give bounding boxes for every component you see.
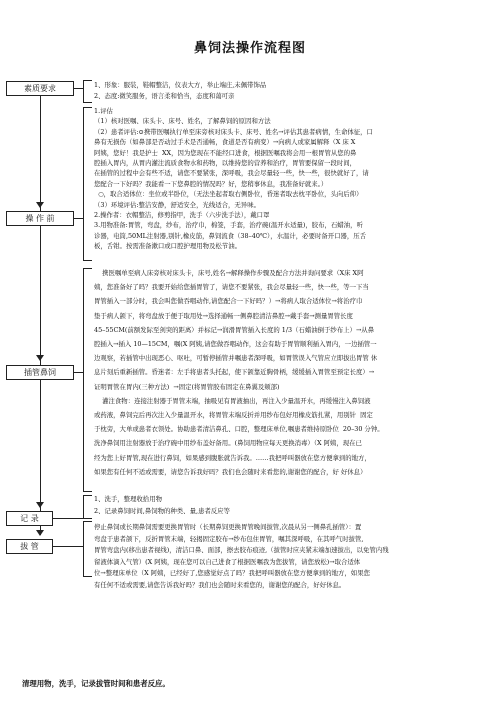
label-intubation: 插管鼻饲: [6, 365, 74, 380]
text-line: 3.用物准备:胃管，弯盘，纱布，治疗巾，棉签，手套，治疗碗(温开水适量)，胶布，石蜡油，听: [94, 221, 363, 230]
text-line: （2）患者评估:⊙携带医嘱执行单至床旁核对床头卡、床号、姓名→评估其患者病情，生命体征，口: [94, 127, 373, 136]
text-line: 腔插入胃内，从胃内灌注流质食物水和药物，以维持您的营养和治疗，胃管要保留一段时间，: [94, 159, 357, 168]
extubation-steps: [94, 522, 494, 592]
connector: [73, 88, 83, 89]
bracket-record: [83, 495, 92, 519]
label-appearance: 素质要求: [6, 81, 74, 96]
bracket-intubation: [83, 268, 92, 492]
text-line: 在插管的过程中会有些不适，请您不要紧张，深呼吸，我会尽量轻一些，快一些，很快就好了，请: [94, 169, 369, 178]
text-line: 位→整理床单位（X 阿姨，已经好了,您感觉好点了吗？我把呼叫器放在您方便拿到的地方，如果您: [94, 569, 370, 578]
text-line: 垫于病人颌下，将弯盘放于便于取用处→选择通畅一侧鼻腔清洁鼻腔→戴手套→测量胃管长度: [94, 311, 353, 320]
text-line: （1）核对医嘱、床头卡、床号、姓名，了解鼻饲的原因和方法: [94, 117, 271, 126]
text-line: 诊器，电筒,50ML注射器,别针,橡皮筋，鼻饲流食（38–40℃），水温计，必要时备开口器，压舌: [94, 231, 367, 240]
flow-arrow: [36, 502, 44, 508]
label-extubation: 拔 管: [6, 539, 53, 554]
connector: [73, 218, 83, 219]
text-line: 胃管弯盘内(移出患者视线)，清洁口鼻、面部，擦去胶布痕迹,（拔管时应夹紧末端加速拔出，以免管内残: [94, 546, 389, 555]
text-line: 息片刻后重新插管。昏迷者：左手将患者头托起，使下颌靠近胸骨柄，缓缓插入胃管至预定长度）→: [94, 368, 375, 377]
bracket-extubation: [83, 521, 92, 577]
label-record: 记 录: [6, 511, 53, 526]
text-line: 如果您有任何不适或需要，请您告诉我好吗？我们也会随时来看您的,谢谢您的配合，好 好休息）: [94, 467, 367, 476]
text-line: 板，舌钳。按需准备漱口或口腔护理用物及松节油。: [94, 242, 241, 251]
text-line: 您配合一下好吗？我能看一下您鼻腔的情况吗？好，您稍事休息，我准备好就来。）: [94, 179, 328, 188]
text-line: 留液体滴入气管）(X 阿姨，现在您可以自己进食了根据医嘱我为您拔管，请您放松)→取合适体: [94, 557, 361, 566]
text-line: 姨，您准备好了吗？我要开始给您插胃管了，请您不要紧张，我会尽量轻一些，快一些，等一下当: [94, 283, 369, 292]
record-steps: [94, 494, 494, 517]
text-line: 有任何不适或需要,请您告诉我好吗？我们也会随时来看您的，谢谢您的配合，好好休息。: [94, 580, 346, 589]
text-line: 经为您上好胃管,现在进行鼻饲，如果感到腹胀就告诉我。……我把呼叫器放在您方便拿到的地方，: [94, 453, 371, 462]
connector: [52, 518, 83, 519]
intubation-steps: [94, 266, 494, 479]
flow-arrow: [36, 202, 44, 208]
text-line: （3）环境评估:整洁安静，舒适安全，光线适合，无异味。: [94, 200, 260, 209]
page-title: 鼻饲法操作流程图: [193, 41, 306, 56]
connector: [73, 372, 83, 373]
flow-arrow: [36, 355, 44, 361]
bracket-pre-op: [83, 107, 92, 261]
text-line: 2、态度:微笑服务，语言柔和恰当，态度和蔼可亲: [94, 91, 235, 100]
text-line: 腔插入→插入 10—15CM，嘱(X 阿姨,请您做吞咽动作，这会有助于胃管顺利插入胃内，一边插管一: [94, 340, 377, 349]
flow-line: [40, 94, 41, 535]
text-line: 携医嘱单至病人床旁核对床头卡，床号,姓名→解释操作步骤及配合方法并询问要求（X床 X阿: [94, 269, 364, 277]
text-line: 灌注食物：连接注射器于胃管末端，抽吸见有胃液抽出，再注入少量温开水，再缓慢注入鼻饲液: [94, 396, 371, 405]
flow-arrow: [36, 530, 44, 536]
label-pre-op: 操 作 前: [6, 211, 74, 226]
text-line: 鼻有无损伤（如鼻部是否动过手术是否通畅，食道是否有病变）→向病人或家属解释（X 床 X: [94, 138, 356, 147]
text-line: 弯盘于患者颌下，反折胃管末端，轻揭固定胶布→纱布包住胃管，嘱其深呼吸，在其呼气时拔管,: [94, 534, 364, 543]
text-line: 胃管插入一部分时，我会叫您做吞咽动作,请您配合一下好吗？）→将病人取合适体位→将治疗巾: [94, 297, 363, 306]
text-line: 45–55CM(前额发际至剑突的距离）并标记→润滑胃管插入长度的 1/3（石蜡油倒于纱布上）→从鼻: [94, 325, 375, 334]
connector: [52, 546, 83, 547]
text-line: 或药液，鼻饲完后再次注入少量温开水，将胃管末端反折并用纱布包好用橡皮筋扎紧，用别针 固定: [94, 411, 373, 420]
text-line: 2、记录鼻饲时间,鼻饲物的种类、量,患者反应等: [94, 506, 230, 515]
text-line: 1、洗手，整理收拾用物: [94, 495, 162, 503]
text-line: 阿姨，您好！我是护士 XX，因为您现在不能经口进食，根据医嘱我将会用一根胃管从您的鼻: [94, 148, 357, 157]
text-line: 1、形象：服装，鞋帽整洁，仪表大方，举止端庄,未佩带饰品: [94, 81, 267, 89]
appearance-requirements: [94, 80, 494, 101]
text-line: 于枕旁，大单或患者衣领处。协助患者清洁鼻孔、口腔，整理床单位,嘱患者维持原卧位 20–30 分钟。: [94, 425, 384, 434]
text-line: ○，取合适体位：坐位或半卧位，（无法坐起者取右侧卧位，昏迷者取去枕平卧位，头向后仰）: [94, 190, 363, 199]
text-line: 1.评估: [94, 107, 113, 115]
final-note: 清理用物，洗手，记录拔管时间和患者反应。: [22, 679, 170, 688]
text-line: 边观察，若插管中出现恶心、呕吐，可暂停插管并嘱患者深呼吸，如胃管误入气管应立即拔出胃管 休: [94, 354, 378, 363]
text-line: 停止鼻饲或长期鼻饲需要更换胃管时（长期鼻饲更换胃管晚间拔管,次晨从另一侧鼻孔插管）：置: [94, 523, 362, 531]
bracket-appearance: [83, 80, 92, 103]
text-line: 2.操作者：衣帽整洁，修剪指甲，洗手（六步洗手法），戴口罩: [94, 211, 270, 220]
text-line: 洗净鼻饲用注射器放于治疗碗中用纱布盖好备用。(鼻饲用物应每天更换消毒）（X 阿姨，现在已: [94, 439, 362, 448]
text-line: 证明胃管在胃内(三种方法) →固定(将胃管胶布固定在鼻翼及颊部): [94, 382, 280, 391]
pre-op-steps: [94, 106, 494, 252]
